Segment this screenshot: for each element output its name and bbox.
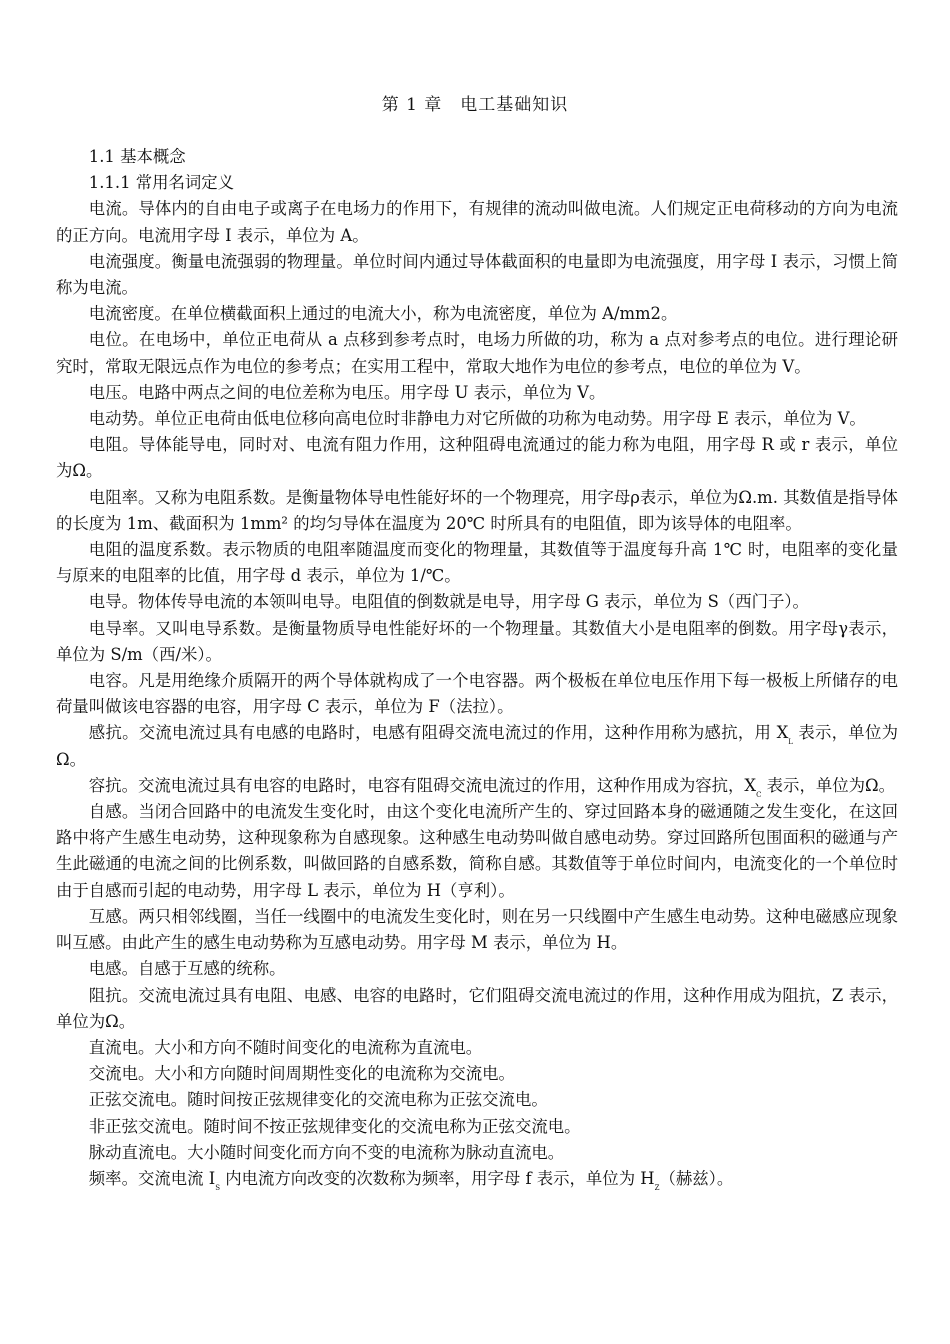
paragraph-capacitive-reactance xyxy=(56,773,898,799)
paragraph-text: 表示，单位为Ω。 xyxy=(56,723,898,769)
paragraph-resistance: 电阻。导体能导电，同时对、电流有阻力作用，这种阻碍电流通过的能力称为电阻，用字母 R 或 r 表示，单位为Ω。 xyxy=(56,435,898,481)
paragraph-potential: 电位。在电场中，单位正电荷从 a 点移到参考点时，电场力所做的功，称为 a 点对参考点的电位。进行理论研究时，常取无限远点作为电位的参考点；在实用工程中，常取大地作为电位的参考点，电位的单位为 V。 xyxy=(56,330,898,376)
paragraph-conductance: 电导。物体传导电流的本领叫电导。电阻值的倒数就是电导，用字母 G 表示，单位为 S（西门子）。 xyxy=(88,592,809,612)
paragraph-direct-current: 直流电。大小和方向不随时间变化的电流称为直流电。 xyxy=(88,1037,483,1057)
paragraph-current-intensity: 电流强度。衡量电流强弱的物理量。单位时间内通过导体截面积的电量即为电流强度，用字母 I 表示，习惯上简称为电流。 xyxy=(56,251,898,298)
paragraph-frequency xyxy=(56,1166,898,1192)
paragraph-sinusoidal-ac: 正弦交流电。随时间按正弦规律变化的交流电称为正弦交流电。 xyxy=(88,1090,548,1110)
paragraph-mutual-inductance: 互感。两只相邻线圈，当任一线圈中的电流发生变化时，则在另一只线圈中产生感生电动势。这种电磁感应现象叫互感。由此产生的感生电动势称为互感电动势。用字母 M 表示，单位为 H。 xyxy=(56,906,898,953)
paragraph-capacitance: 电容。凡是用绝缘介质隔开的两个导体就构成了一个电容器。两个极板在单位电压作用下每一极板上所储存的电荷量叫做该电容器的电容，用字母 C 表示，单位为 F（法拉）。 xyxy=(56,671,898,717)
paragraph-inductance: 电感。自感于互感的统称。 xyxy=(88,959,286,979)
paragraph-text: 表示，单位为Ω。 xyxy=(761,775,895,795)
subscript-c: C xyxy=(756,790,762,799)
paragraph-current-density: 电流密度。在单位横截面积上通过的电流大小，称为电流密度，单位为 A/mm2。 xyxy=(88,304,678,324)
paragraph-text: 内电流方向改变的次数称为频率，用字母 f 表示，单位为 H xyxy=(220,1168,655,1188)
paragraph-text: 感抗。交流电流过具有电感的电路时，电感有阻碍交流电流过的作用，这种作用称为感抗，用 X xyxy=(88,723,789,743)
paragraph-text: （赫兹）。 xyxy=(659,1168,734,1188)
paragraph-current: 电流。导体内的自由电子或离子在电场力的作用下，有规律的流动叫做电流。人们规定正电荷移动的方向为电流的正方向。电流用字母 I 表示，单位为 A。 xyxy=(56,199,898,245)
document-body xyxy=(56,144,898,1192)
paragraph-pulsating-dc: 脉动直流电。大小随时间变化而方向不变的电流称为脉动直流电。 xyxy=(88,1142,565,1162)
paragraph-resistivity: 电阻率。又称为电阻系数。是衡量物体导电性能好坏的一个物理亮，用字母ρ表示，单位为Ω.m. 其数值是指导体的长度为 1m、截面积为 1mm² 的均匀导体在温度为 20℃ 时所具有的电阻值，即为该导体的电阻率。 xyxy=(56,487,898,533)
subsection-heading: 1.1.1 常用名词定义 xyxy=(88,173,235,193)
chapter-title: 第 1 章 电工基础知识 xyxy=(381,95,569,115)
paragraph-impedance: 阻抗。交流电流过具有电阻、电感、电容的电路时，它们阻碍交流电流过的作用，这种作用成为阻抗，Z 表示，单位为Ω。 xyxy=(56,985,898,1031)
paragraph-text: 容抗。交流电流过具有电容的电路时，电容有阻碍交流电流过的作用，这种作用成为容抗，X xyxy=(88,775,757,795)
section-heading: 1.1 基本概念 xyxy=(88,147,186,166)
paragraph-inductive-reactance xyxy=(56,720,898,772)
paragraph-emf: 电动势。单位正电荷由低电位移向高电位时非静电力对它所做的功称为电动势。用字母 E 表示，单位为 V。 xyxy=(88,409,866,429)
paragraph-alternating-current: 交流电。大小和方向随时间周期性变化的电流称为交流电。 xyxy=(88,1064,515,1084)
subscript-s: S xyxy=(215,1183,221,1192)
subscript-l: L xyxy=(788,738,793,747)
paragraph-text: 频率。交流电流 I xyxy=(88,1168,216,1188)
paragraph-non-sinusoidal-ac: 非正弦交流电。随时间不按正弦规律变化的交流电称为正弦交流电。 xyxy=(88,1116,581,1136)
paragraph-self-inductance: 自感。当闭合回路中的电流发生变化时，由这个变化电流所产生的、穿过回路本身的磁通随之发生变化，在这回路中将产生感生电动势，这种现象称为自感现象。这种感生电动势叫做自感电动势。穿过回路所包围面积的磁通与产生此磁通的电流之间的比例系数，叫做回路的自感系数，简称自感。其数值等于单位时间内，电流变化的一个单位时由于自感而引起的电动势，用字母 L 表示，单位为 H（亨利）。 xyxy=(56,802,898,900)
paragraph-temperature-coefficient: 电阻的温度系数。表示物质的电阻率随温度而变化的物理量，其数值等于温度每升高 1℃ 时，电阻率的变化量与原来的电阻率的比值，用字母 d 表示，单位为 1/℃。 xyxy=(56,540,898,586)
subscript-z: Z xyxy=(654,1183,660,1192)
paragraph-conductivity: 电导率。又叫电导系数。是衡量物质导电性能好坏的一个物理量。其数值大小是电阻率的倒数。用字母γ表示，单位为 S/m（西/米）。 xyxy=(56,618,898,664)
paragraph-voltage: 电压。电路中两点之间的电位差称为电压。用字母 U 表示，单位为 V。 xyxy=(88,382,606,402)
